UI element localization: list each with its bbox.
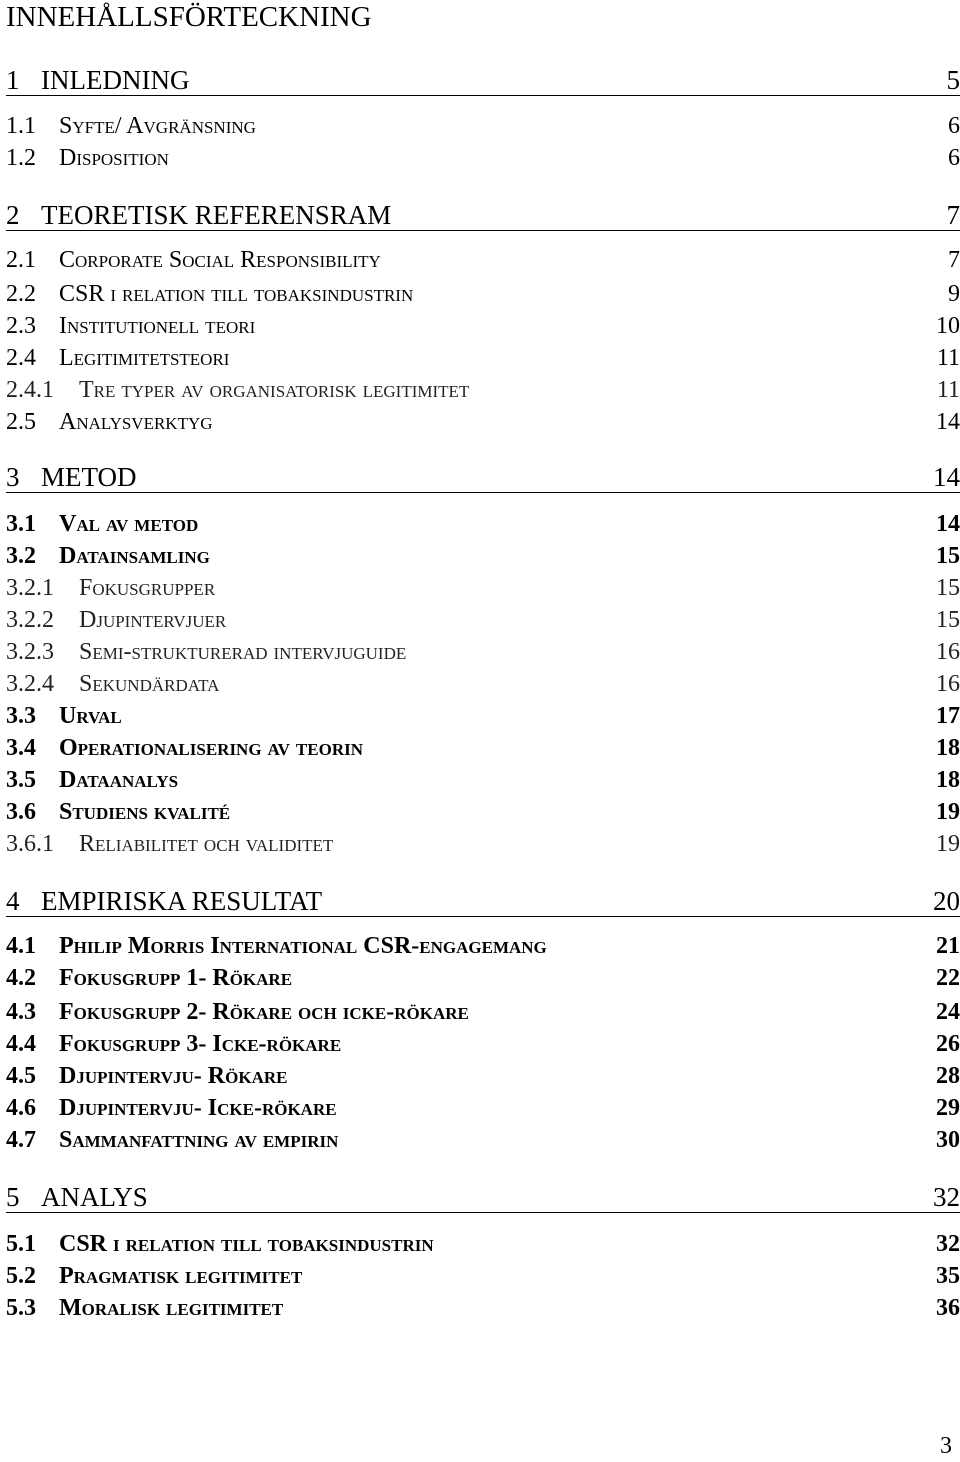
- toc-entry-label: METOD: [41, 462, 137, 492]
- toc-entry-number: 2.5: [6, 409, 36, 435]
- toc-entry-page: 16: [936, 639, 960, 665]
- toc-entry-label: Datainsamling: [59, 543, 210, 569]
- toc-entry-page: 6: [948, 145, 960, 171]
- toc-entry-label: Djupintervjuer: [79, 607, 227, 633]
- toc-entry: [6, 540, 960, 570]
- toc-entry-page: 18: [936, 767, 960, 793]
- toc-entry-label: Legitimitetsteori: [59, 345, 230, 371]
- toc-entry-label: EMPIRISKA RESULTAT: [41, 886, 323, 916]
- toc-entry: [6, 200, 960, 231]
- page-number: 3: [940, 1433, 952, 1459]
- toc-entry-label: Moralisk legitimitet: [59, 1295, 284, 1321]
- toc-entry-number: 3.1: [6, 511, 36, 537]
- toc-entry-number: 3.2: [6, 543, 36, 569]
- toc-entry-page: 14: [936, 409, 960, 435]
- toc-entry: [6, 828, 960, 858]
- toc-entry-number: 2.3: [6, 313, 36, 339]
- toc-entry: [6, 962, 960, 992]
- toc-entry-page: 32: [936, 1231, 960, 1257]
- toc-entry-number: 3.2.4: [6, 671, 54, 697]
- toc-entry-number: 5: [6, 1182, 20, 1212]
- toc-entry-label: Fokusgrupp 2- Rökare och icke-rökare: [59, 999, 469, 1025]
- toc-entry: [6, 1060, 960, 1090]
- toc-entry: [6, 278, 960, 308]
- toc-entry: [6, 886, 960, 917]
- toc-entry: [6, 1124, 960, 1154]
- toc-entry-number: 4.3: [6, 999, 36, 1025]
- toc-entry-page: 19: [936, 799, 960, 825]
- toc-entry-page: 6: [948, 113, 960, 139]
- toc-entry-page: 21: [936, 933, 960, 959]
- toc-entry: [6, 374, 960, 404]
- toc-entry-label: CSR i relation till tobaksindustrin: [59, 1231, 434, 1257]
- toc-entry-label: Djupintervju- Icke-rökare: [59, 1095, 337, 1121]
- toc-entry-page: 15: [936, 575, 960, 601]
- toc-entry-number: 1: [6, 65, 20, 95]
- toc-entry-label: Dataanalys: [59, 767, 179, 793]
- toc-entry-page: 14: [933, 462, 960, 492]
- toc-entry-page: 29: [936, 1095, 960, 1121]
- toc-entry-number: 2.4.1: [6, 377, 54, 403]
- toc-entry-number: 4.7: [6, 1127, 36, 1153]
- toc-entry: [6, 572, 960, 602]
- toc-entry-label: Studiens kvalité: [59, 799, 231, 825]
- toc-entry-number: 3.2.2: [6, 607, 54, 633]
- toc-entry: [6, 1182, 960, 1213]
- toc-entry: [6, 796, 960, 826]
- toc-entry-number: 2.1: [6, 247, 36, 273]
- toc-entry: [6, 668, 960, 698]
- toc-entry-label: Semi-strukturerad intervjuguide: [79, 639, 407, 665]
- toc-entry-number: 5.1: [6, 1231, 36, 1257]
- toc-entry-number: 3.4: [6, 735, 36, 761]
- toc-entry-page: 5: [946, 65, 960, 95]
- toc-title: INNEHÅLLSFÖRTECKNING: [6, 1, 372, 33]
- toc-entry-label: Pragmatisk legitimitet: [59, 1263, 303, 1289]
- toc-entry: [6, 1292, 960, 1322]
- toc-entry-label: CSR i relation till tobaksindustrin: [59, 281, 414, 307]
- toc-entry-page: 30: [936, 1127, 960, 1153]
- toc-entry-number: 2: [6, 200, 20, 230]
- toc-entry-page: 35: [936, 1263, 960, 1289]
- toc-entry-label: Val av metod: [59, 511, 199, 537]
- toc-entry-page: 11: [936, 377, 960, 403]
- toc-entry: [6, 1228, 960, 1258]
- toc-entry-number: 3.6.1: [6, 831, 54, 857]
- toc-entry: [6, 636, 960, 666]
- toc-entry: [6, 1028, 960, 1058]
- toc-entry-page: 15: [936, 543, 960, 569]
- toc-entry-label: Sekundärdata: [79, 671, 220, 697]
- toc-entry-label: TEORETISK REFERENSRAM: [41, 200, 392, 230]
- toc-entry-page: 18: [936, 735, 960, 761]
- toc-entry-page: 20: [933, 886, 960, 916]
- toc-entry-number: 3.5: [6, 767, 36, 793]
- toc-entry-number: 2.4: [6, 345, 36, 371]
- toc-entry-label: Tre typer av organisatorisk legitimitet: [79, 377, 470, 403]
- toc-entry-page: 32: [933, 1182, 960, 1212]
- toc-entry-number: 5.2: [6, 1263, 36, 1289]
- toc-entry-label: Operationalisering av teorin: [59, 735, 363, 761]
- toc-entry: [6, 764, 960, 794]
- toc-entry: [6, 342, 960, 372]
- toc-entry-page: 7: [946, 200, 960, 230]
- toc-entry-number: 4: [6, 886, 20, 916]
- toc-entry: [6, 142, 960, 172]
- toc-entry-label: Corporate Social Responsibility: [59, 247, 381, 273]
- toc-entry: [6, 406, 960, 436]
- toc-entry-label: Djupintervju- Rökare: [59, 1063, 288, 1089]
- toc-entry: [6, 65, 960, 96]
- toc-entry: [6, 244, 960, 274]
- toc-entry-number: 4.2: [6, 965, 36, 991]
- toc-entry-page: 36: [936, 1295, 960, 1321]
- toc-entry-label: Philip Morris International CSR-engagemang: [59, 933, 547, 959]
- toc-entry-number: 1.1: [6, 113, 36, 139]
- toc-entry-number: 4.5: [6, 1063, 36, 1089]
- toc-entry-label: Fokusgrupp 1- Rökare: [59, 965, 293, 991]
- toc-entry: [6, 310, 960, 340]
- toc-entry: [6, 732, 960, 762]
- toc-entry: [6, 508, 960, 538]
- toc-entry-number: 3.3: [6, 703, 36, 729]
- toc-entry-page: 17: [936, 703, 960, 729]
- toc-entry-page: 7: [948, 247, 960, 273]
- toc-entry-page: 15: [936, 607, 960, 633]
- toc-entry: [6, 930, 960, 960]
- toc-entry-number: 2.2: [6, 281, 36, 307]
- toc-entry-label: Syfte/ Avgränsning: [59, 113, 256, 139]
- toc-entry-label: Disposition: [59, 145, 169, 171]
- toc-entry-number: 4.6: [6, 1095, 36, 1121]
- toc-entry: [6, 996, 960, 1026]
- toc-entry-page: 22: [936, 965, 960, 991]
- toc-entry: [6, 1260, 960, 1290]
- toc-entry-label: ANALYS: [41, 1182, 148, 1212]
- toc-entry-number: 3.6: [6, 799, 36, 825]
- toc-entry-label: Reliabilitet och validitet: [79, 831, 334, 857]
- toc-entry-label: INLEDNING: [41, 65, 190, 95]
- toc-entry-page: 19: [936, 831, 960, 857]
- toc-entry-page: 26: [936, 1031, 960, 1057]
- toc-entry-number: 3.2.1: [6, 575, 54, 601]
- toc-entry-page: 10: [936, 313, 960, 339]
- toc-entry-page: 24: [936, 999, 960, 1025]
- toc-entry: [6, 462, 960, 493]
- toc-entry-number: 4.1: [6, 933, 36, 959]
- toc-entry-page: 28: [936, 1063, 960, 1089]
- toc-entry-page: 16: [936, 671, 960, 697]
- toc-entry-label: Fokusgrupp 3- Icke-rökare: [59, 1031, 342, 1057]
- toc-entry-page: 14: [936, 511, 960, 537]
- toc-entry: [6, 604, 960, 634]
- toc-entry-label: Institutionell teori: [59, 313, 256, 339]
- toc-entry-number: 5.3: [6, 1295, 36, 1321]
- toc-entry-number: 3: [6, 462, 20, 492]
- toc-entry-number: 3.2.3: [6, 639, 54, 665]
- toc-entry: [6, 1092, 960, 1122]
- toc-entry-number: 4.4: [6, 1031, 36, 1057]
- toc-entry-page: 9: [948, 281, 960, 307]
- toc-entry-label: Analysverktyg: [59, 409, 213, 435]
- toc-entry: [6, 110, 960, 140]
- toc-entry: [6, 700, 960, 730]
- toc-entry-page: 11: [936, 345, 960, 371]
- toc-entry-number: 1.2: [6, 145, 36, 171]
- toc-entry-label: Fokusgrupper: [79, 575, 216, 601]
- toc-entry-label: Urval: [59, 703, 122, 729]
- toc-entry-label: Sammanfattning av empirin: [59, 1127, 339, 1153]
